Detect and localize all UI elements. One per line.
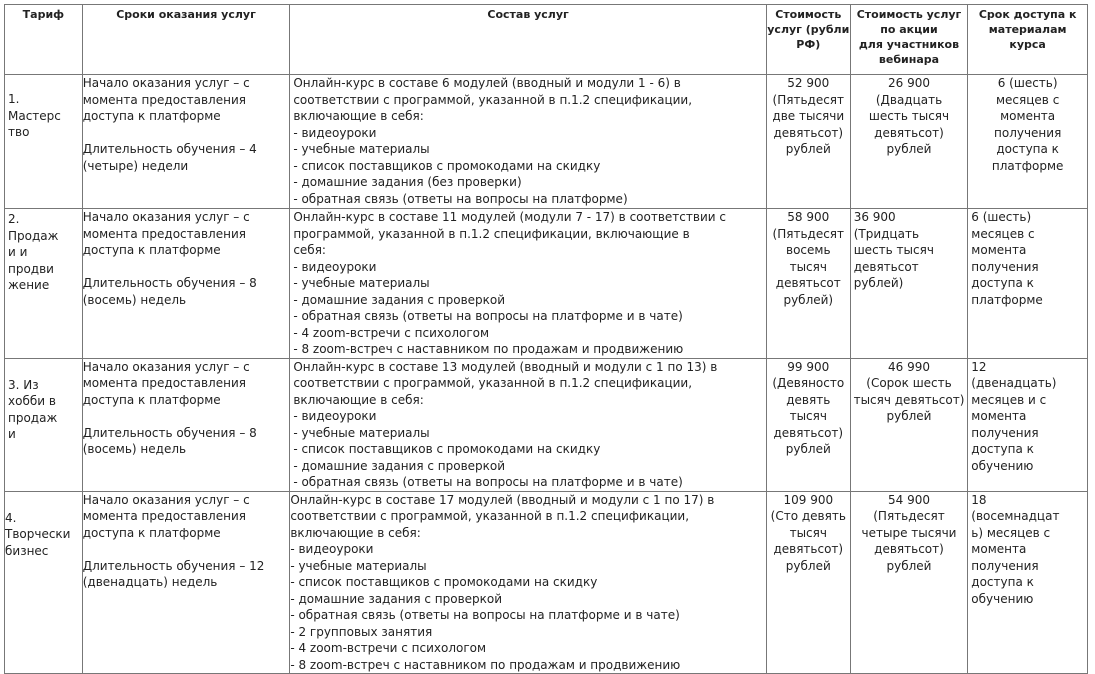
cell-terms: Начало оказания услуг – с момента предоставления доступа к платформе Длительность обучения – 4 (четыре) недели — [82, 75, 290, 209]
cell-tariff: 1. Мастерс тво — [5, 75, 83, 209]
cell-terms: Начало оказания услуг – с момента предоставления доступа к платформе Длительность обучения – 8 (восемь) недель — [82, 358, 290, 491]
table-header-row — [5, 5, 1088, 75]
cell-tariff: 3. Из хобби в продаж и — [5, 358, 83, 491]
cell-tariff: 4. Творчески бизнес — [5, 491, 83, 674]
header-price: Стоимость услуг (рубли РФ) — [766, 5, 850, 75]
cell-promo-price: 26 900 (Двадцать шесть тысяч девятьсот) рублей — [850, 75, 968, 209]
cell-access: 18 (восемнадцат ь) месяцев с момента получения доступа к обучению — [968, 491, 1088, 674]
cell-price: 52 900 (Пятьдесят две тысячи девятьсот) рублей — [766, 75, 850, 209]
cell-promo-price: 54 900 (Пятьдесят четыре тысячи девятьсот) рублей — [850, 491, 968, 674]
cell-composition: Онлайн-курс в составе 13 модулей (вводный и модули с 1 по 13) в соответствии с программой, указанной в п.1.2 спецификации, включающие в себя: - видеоуроки - учебные материалы - список поставщиков с промокодами на скидку - домашние задания с проверкой - обратная связь (ответы на вопросы на платформе и в чате) — [290, 358, 767, 491]
cell-composition: Онлайн-курс в составе 6 модулей (вводный и модули 1 - 6) в соответствии с программой, указанной в п.1.2 спецификации, включающие в себя: - видеоуроки - учебные материалы - список поставщиков с промокодами на скидку - домашние задания (без проверки) - обратная связь (ответы на вопросы на платформе) — [290, 75, 767, 209]
cell-composition: Онлайн-курс в составе 17 модулей (вводный и модули с 1 по 17) в соответствии с программой, указанной в п.1.2 спецификации, включающие в себя: - видеоуроки - учебные материалы - список поставщиков с промокодами на скидку - домашние задания с проверкой - обратная связь (ответы на вопросы на платформе и в чате) - 2 групповых занятия - 4 zoom-встречи с психологом - 8 zoom-встреч с наставником по продажам и продвижению — [290, 491, 767, 674]
table-row — [5, 491, 1088, 674]
header-tariff: Тариф — [5, 5, 83, 75]
cell-access: 6 (шесть) месяцев с момента получения доступа к платформе — [968, 75, 1088, 209]
cell-terms: Начало оказания услуг – с момента предоставления доступа к платформе Длительность обучения – 12 (двенадцать) недель — [82, 491, 290, 674]
cell-composition: Онлайн-курс в составе 11 модулей (модули 7 - 17) в соответствии с программой, указанной в п.1.2 спецификации, включающие в себя: - видеоуроки - учебные материалы - домашние задания с проверкой - обратная связь (ответы на вопросы на платформе и в чате) - 4 zoom-встречи с психологом - 8 zoom-встреч с наставником по продажам и продвижению — [290, 209, 767, 359]
cell-access: 12 (двенадцать) месяцев и с момента получения доступа к обучению — [968, 358, 1088, 491]
cell-promo-price: 46 990 (Сорок шесть тысяч девятьсот) рублей — [850, 358, 968, 491]
header-composition: Состав услуг — [290, 5, 767, 75]
tariffs-table — [4, 4, 1088, 674]
cell-access: 6 (шесть) месяцев с момента получения доступа к платформе — [968, 209, 1088, 359]
header-terms: Сроки оказания услуг — [82, 5, 290, 75]
cell-tariff: 2. Продаж и и продви жение — [5, 209, 83, 359]
header-access: Срок доступа к материалам курса — [968, 5, 1088, 75]
cell-price: 99 900 (Девяносто девять тысяч девятьсот) рублей — [766, 358, 850, 491]
cell-price: 109 900 (Сто девять тысяч девятьсот) рублей — [766, 491, 850, 674]
cell-promo-price: 36 900 (Тридцать шесть тысяч девятьсот рублей) — [850, 209, 968, 359]
table-row — [5, 358, 1088, 491]
header-promo-price: Стоимость услуг по акции для участников вебинара — [850, 5, 968, 75]
table-row — [5, 75, 1088, 209]
cell-price: 58 900 (Пятьдесят восемь тысяч девятьсот рублей) — [766, 209, 850, 359]
cell-terms: Начало оказания услуг – с момента предоставления доступа к платформе Длительность обучения – 8 (восемь) недель — [82, 209, 290, 359]
table-row — [5, 209, 1088, 359]
